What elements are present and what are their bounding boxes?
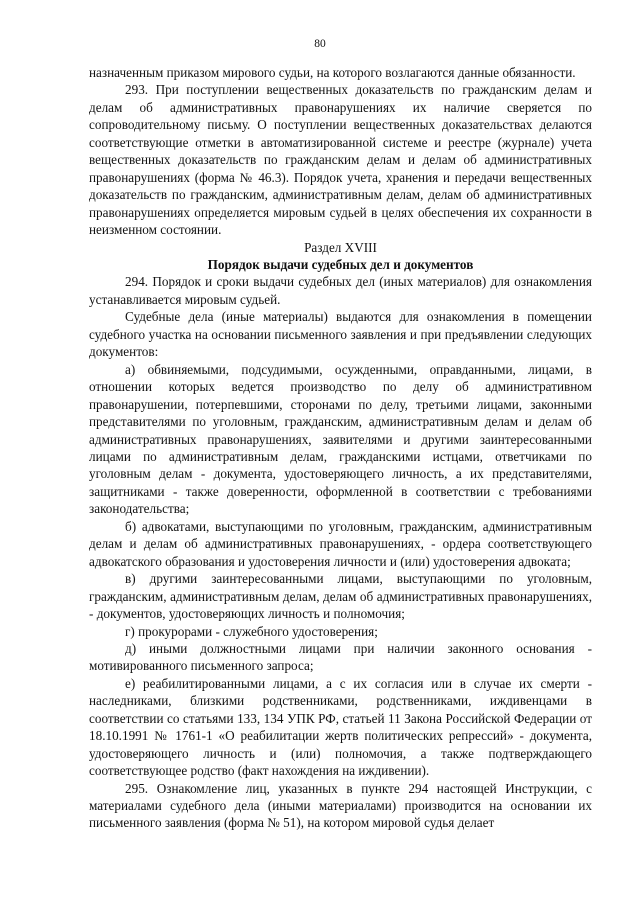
list-item-g: г) прокурорами - служебного удостоверения; xyxy=(125,623,378,639)
list-item-v: в) другими заинтересованными лицами, выступающими по уголовным, гражданским, административным делам, делам об административных правонарушениях, - документов, удостоверяющих личность и полномочия; xyxy=(89,571,592,622)
paragraph-continuation: назначенным приказом мирового судьи, на которого возлагаются данные обязанности. xyxy=(89,65,576,80)
list-item-b: б) адвокатами, выступающими по уголовным, гражданским, административным делам и делам об административных правонарушениях, - ордера соответствующего адвокатского образования и удостоверения личности и (или) удостоверения адвоката; xyxy=(89,518,592,569)
paragraph-295: 295. Ознакомление лиц, указанных в пункте 294 настоящей Инструкции, с материалами судебного дела (иными материалами) производится на основании их письменного заявления (форма № 51), на котором мировой судья делает xyxy=(89,780,592,831)
list-item-d: д) иными должностными лицами при наличии законного основания - мотивированного письменного запроса; xyxy=(89,640,592,674)
section-heading: Порядок выдачи судебных дел и документов xyxy=(207,256,474,272)
document-body xyxy=(89,64,592,832)
paragraph-294: 294. Порядок и сроки выдачи судебных дел (иных материалов) для ознакомления устанавливается мировым судьей. xyxy=(89,274,592,307)
section-title: Раздел XVIII xyxy=(304,239,377,255)
paragraph-293: 293. При поступлении вещественных доказательств по гражданским делам и делам об административных правонарушениях их наличие сверяется по сопроводительному письму. О поступлении вещественных доказательствах делаются соответствующие отметки в автоматизированной системе и реестре (журнале) учета вещественных доказательств по гражданским делам и делам об административных правонарушениях (форма № 46.3). Порядок учета, хранения и передачи вещественных доказательств по гражданским, административным делам, делам об административных правонарушениях определяется мировым судьей в целях обеспечения их сохранности в неизменном состоянии. xyxy=(89,82,592,238)
list-item-e: е) реабилитированными лицами, а с их согласия или в случае их смерти - наследниками, близкими родственниками, родственниками, иждивенцами в соответствии со статьями 133, 134 УПК РФ, статьей 11 Закона Российской Федерации от 18.10.1991 № 1761-1 «О реабилитации жертв политических репрессий» - документа, удостоверяющего личность и (или) полномочия, а также подтверждающего соответствующее родство (факт нахождения на иждивении). xyxy=(89,675,592,779)
paragraph-294-documents: Судебные дела (иные материалы) выдаются для ознакомления в помещении судебного участка на основании письменного заявления и при предъявлении следующих документов: xyxy=(89,309,592,360)
page-number: 80 xyxy=(314,38,326,50)
list-item-a: а) обвиняемыми, подсудимыми, осужденными, оправданными, лицами, в отношении которых ведется производство по делу об административном правонарушении, потерпевшими, сторонами по делу, третьими лицами, законными представителями по уголовным, гражданским, административным делам и делам об административных правонарушениях, заявителями и другими заинтересованными лицами по административным делам, гражданскими истцами, ответчиками по уголовным делам - документа, удостоверяющего личность, а их представителями, защитниками - также доверенности, оформленной в соответствии с требованиями законодательства; xyxy=(89,361,592,517)
